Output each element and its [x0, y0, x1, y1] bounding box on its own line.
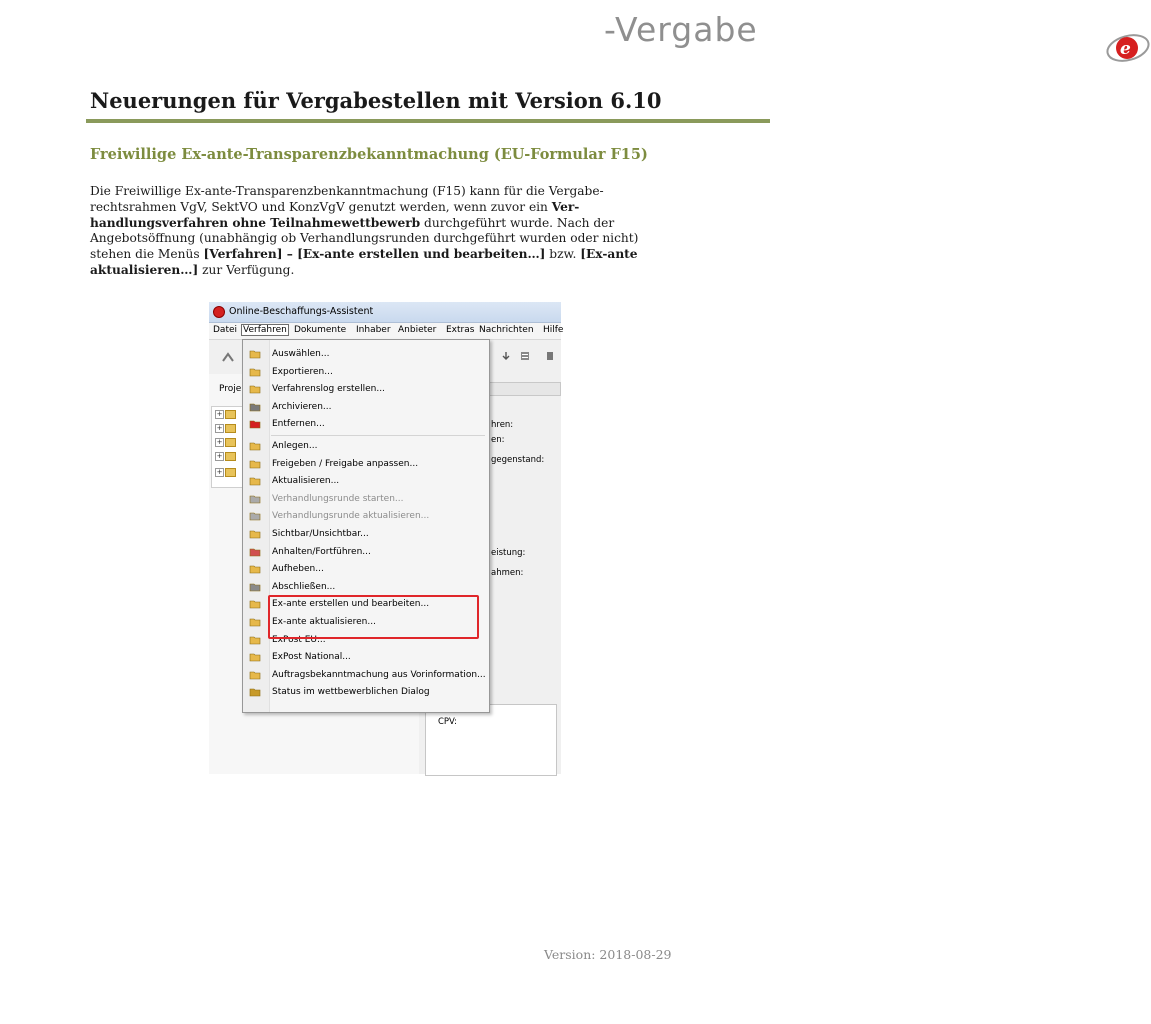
- paragraph-text: durchgeführt wurde. Nach der Angebotsöffnung (unabhängig ob Verhandlungsrunden durchgeführt wurden oder nicht) stehen die Menüs: [90, 215, 639, 262]
- menu-item-label: Aktualisieren...: [272, 476, 340, 487]
- negotiation-start-icon: [249, 494, 261, 504]
- menu-item[interactable]: [243, 684, 489, 702]
- negotiation-update-icon: [249, 511, 261, 521]
- e-logo-icon: [1105, 32, 1151, 64]
- menu-separator: [271, 435, 485, 436]
- menu-item[interactable]: [243, 399, 489, 417]
- menu-item[interactable]: [243, 579, 489, 597]
- menu-anbieter[interactable]: Anbieter: [398, 325, 437, 335]
- paragraph-text: Die Freiwillige Ex-ante-Transparenzbenkanntmachung (F15) kann für die Vergabe-rechtsrahmen VgV, SektVO und KonzVgV genutzt werden, wenn zuvor ein: [90, 184, 604, 214]
- folder-export-icon: [249, 367, 261, 377]
- menu-item-label: Aufheben...: [272, 564, 324, 575]
- project-label: Proje: [219, 384, 242, 394]
- tree-node[interactable]: [215, 451, 245, 461]
- menubar: [209, 323, 564, 340]
- description-paragraph: [90, 184, 670, 279]
- menu-item-label: Abschließen...: [272, 581, 336, 592]
- expand-icon[interactable]: +: [216, 424, 223, 432]
- menu-hilfe[interactable]: Hilfe: [543, 325, 564, 335]
- folder-open-icon: [249, 349, 261, 359]
- expand-icon[interactable]: +: [216, 468, 223, 476]
- toolbar-doc-icon[interactable]: [545, 351, 555, 361]
- detail-label: ahmen:: [491, 568, 524, 578]
- cpv-box: [425, 704, 557, 776]
- cancel-icon: [249, 564, 261, 574]
- menu-item[interactable]: [243, 438, 489, 456]
- menu-item[interactable]: [243, 381, 489, 399]
- toolbar-list-icon[interactable]: [520, 351, 530, 361]
- menu-item-label: Exportieren...: [272, 366, 333, 377]
- menu-item[interactable]: [243, 526, 489, 544]
- detail-label: hren:: [491, 420, 514, 430]
- folder-log-icon: [249, 384, 261, 394]
- detail-label: gegenstand:: [491, 455, 545, 465]
- menu-item-label: Anlegen...: [272, 441, 318, 451]
- tree-node[interactable]: [215, 467, 245, 477]
- menu-item: [243, 508, 489, 526]
- menu-item-label: Ex-ante aktualisieren...: [272, 617, 376, 627]
- detail-label: CPV:: [438, 717, 458, 727]
- delete-icon: [249, 419, 261, 429]
- folder-icon: [225, 424, 236, 433]
- pause-icon: [249, 547, 261, 557]
- paragraph-text: bzw.: [545, 247, 581, 262]
- exante-create-icon: [249, 599, 261, 609]
- detail-label: eistung:: [491, 548, 526, 558]
- menu-item[interactable]: [243, 561, 489, 579]
- menu-datei[interactable]: Datei: [213, 325, 238, 335]
- application-screenshot: [209, 302, 564, 774]
- window-titlebar: [209, 302, 561, 323]
- menu-item-label: Ex-ante erstellen und bearbeiten...: [272, 599, 430, 610]
- expand-icon[interactable]: +: [216, 452, 223, 460]
- highlight-box: [268, 595, 479, 639]
- menu-item-label: ExPost National...: [272, 652, 351, 663]
- menu-item: [243, 491, 489, 509]
- menu-item-label: Anhalten/Fortführen...: [272, 546, 371, 557]
- expost-eu-icon: [249, 635, 261, 645]
- exante-update-icon: [249, 617, 261, 627]
- refresh-icon: [249, 476, 261, 486]
- menu-item-label: Auftragsbekanntmachung aus Vorinformation...: [272, 669, 486, 680]
- paragraph-bold: [Verfahren] – [Ex-ante erstellen und bearbeiten…]: [203, 247, 546, 262]
- folder-add-icon: [249, 441, 261, 451]
- menu-dokumente[interactable]: Dokumente: [294, 325, 347, 335]
- menu-item[interactable]: [243, 346, 489, 364]
- archive-icon: [249, 402, 261, 412]
- menu-item-label: Verhandlungsrunde starten...: [272, 493, 404, 504]
- folder-icon: [225, 438, 236, 447]
- svg-text:e: e: [1120, 39, 1131, 59]
- menu-item-label: Sichtbar/Unsichtbar...: [272, 529, 369, 539]
- folder-icon: [225, 468, 236, 477]
- window-title: Online-Beschaffungs-Assistent: [229, 306, 374, 317]
- release-icon: [249, 459, 261, 469]
- app-icon: [213, 306, 225, 318]
- folder-icon: [225, 410, 236, 419]
- menu-item[interactable]: [243, 649, 489, 667]
- version-label: Version: 2018-08-29: [544, 947, 672, 962]
- tree-node[interactable]: [215, 423, 245, 433]
- menu-item-label: Entfernen...: [272, 419, 325, 430]
- toolbar-download-icon[interactable]: [501, 351, 511, 361]
- menu-item[interactable]: [243, 416, 489, 434]
- toolbar-tool-icon[interactable]: [221, 350, 235, 364]
- menu-item-label: Status im wettbewerblichen Dialog: [272, 687, 430, 698]
- page-title: Neuerungen für Vergabestellen mit Version 6.10: [90, 88, 662, 113]
- menu-item-label: Verhandlungsrunde aktualisieren...: [272, 511, 430, 522]
- paragraph-bold: [Ex-ante aktualisieren…]: [90, 247, 638, 277]
- section-subtitle: Freiwillige Ex-ante-Transparenzbekanntmachung (EU-Formular F15): [90, 146, 648, 163]
- menu-item-label: ExPost EU...: [272, 634, 326, 645]
- expost-national-icon: [249, 652, 261, 662]
- menu-item-label: Auswählen...: [272, 349, 330, 359]
- paragraph-text: zur Verfügung.: [198, 262, 295, 277]
- menu-item[interactable]: [243, 667, 489, 685]
- menu-verfahren[interactable]: Verfahren: [243, 325, 287, 335]
- menu-item-label: Freigeben / Freigabe anpassen...: [272, 458, 419, 469]
- tree-node[interactable]: [215, 409, 245, 419]
- menu-item-label: Verfahrenslog erstellen...: [272, 384, 385, 395]
- menu-item[interactable]: [243, 544, 489, 562]
- finish-icon: [249, 582, 261, 592]
- menu-item[interactable]: [243, 456, 489, 474]
- menu-nachrichten[interactable]: Nachrichten: [479, 325, 534, 335]
- details-header-bar: [489, 382, 561, 396]
- status-icon: [249, 687, 261, 697]
- folder-icon: [225, 452, 236, 461]
- logo-text: -Vergabe: [604, 10, 758, 49]
- tree-node[interactable]: [215, 437, 245, 447]
- expand-icon[interactable]: +: [216, 438, 223, 446]
- menu-item-label: Archivieren...: [272, 401, 332, 412]
- verfahren-dropdown-menu: [242, 339, 490, 713]
- detail-label: en:: [491, 435, 505, 445]
- menu-inhaber[interactable]: Inhaber: [356, 325, 391, 335]
- menu-item[interactable]: [243, 364, 489, 382]
- title-divider: [86, 119, 770, 123]
- expand-icon[interactable]: +: [216, 410, 223, 418]
- paragraph-bold: Ver-handlungsverfahren ohne Teilnahmewettbewerb: [90, 199, 580, 230]
- announcement-icon: [249, 670, 261, 680]
- menu-extras[interactable]: Extras: [446, 325, 475, 335]
- menu-item[interactable]: [243, 473, 489, 491]
- visibility-icon: [249, 529, 261, 539]
